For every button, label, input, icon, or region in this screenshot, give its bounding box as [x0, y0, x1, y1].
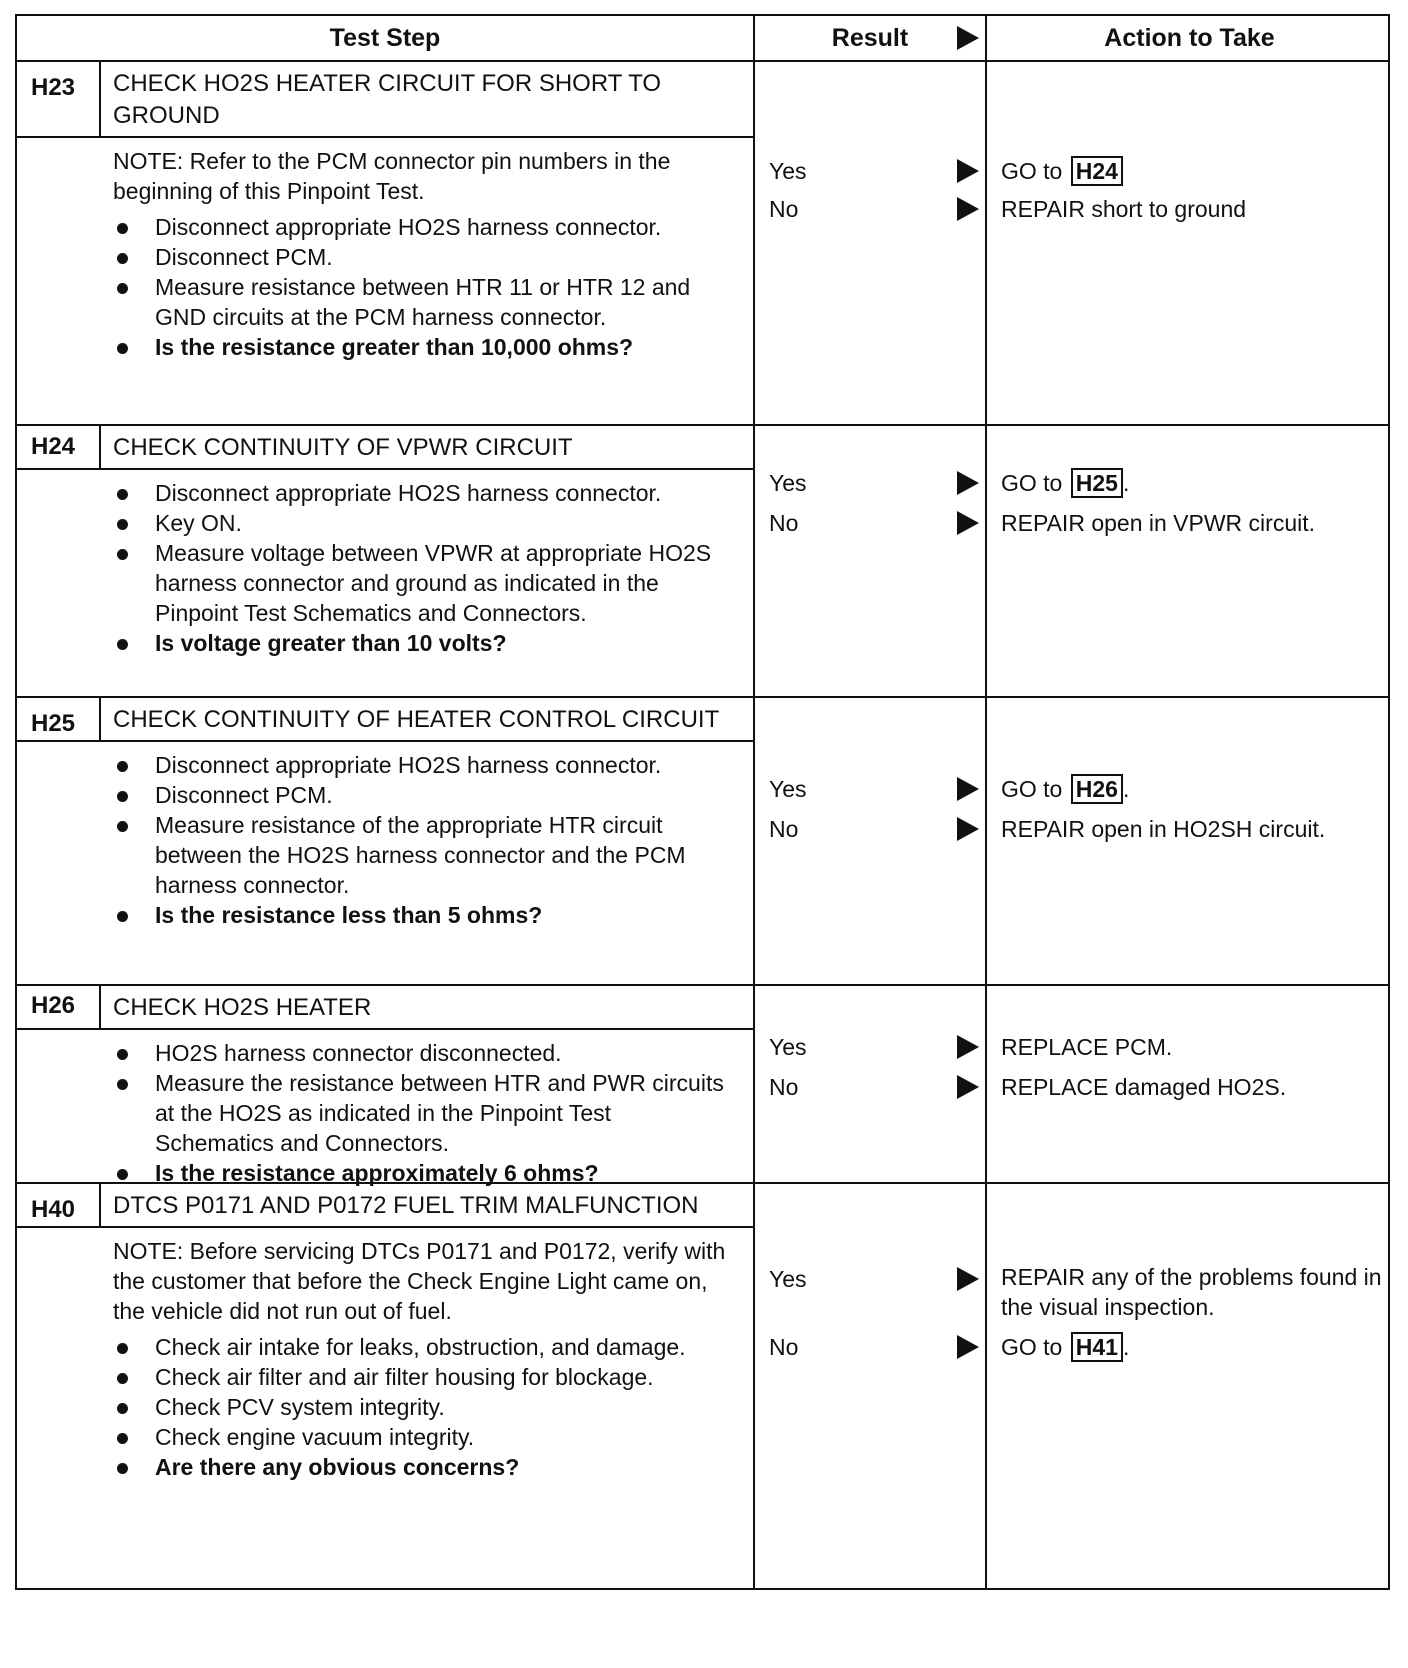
- step-body: [17, 138, 753, 368]
- header-result-cell: [753, 16, 985, 60]
- test-step-cell: [17, 1184, 753, 1588]
- bullet-icon: [113, 1422, 155, 1452]
- action-no: GO to H41 .: [1001, 1334, 1130, 1360]
- step-row-h40: [15, 1182, 1390, 1590]
- bullet-icon: [113, 1038, 155, 1068]
- step-heading: [17, 1184, 753, 1228]
- action-no: REPAIR open in HO2SH circuit.: [1001, 816, 1326, 842]
- result-no: No: [769, 506, 979, 540]
- step-reference-link[interactable]: H24: [1071, 156, 1123, 186]
- action-yes: REPAIR any of the problems found in the visual inspection.: [1001, 1264, 1382, 1320]
- step-bullet: Check engine vacuum integrity.: [113, 1422, 733, 1452]
- step-bullet: Disconnect PCM.: [113, 780, 733, 810]
- step-bullet: Disconnect appropriate HO2S harness connector.: [113, 212, 733, 242]
- step-question: Are there any obvious concerns?: [113, 1452, 733, 1482]
- result-no: No: [769, 192, 979, 226]
- header-test-step: Test Step: [329, 23, 441, 52]
- bullet-icon: [113, 1392, 155, 1422]
- action-cell: [985, 426, 1392, 696]
- step-note: NOTE: Refer to the PCM connector pin numbers in the beginning of this Pinpoint Test.: [113, 148, 671, 204]
- result-cell: [753, 1184, 985, 1588]
- step-body: [17, 1030, 753, 1194]
- result-yes: Yes: [769, 1262, 979, 1296]
- arrow-right-icon: [957, 511, 979, 535]
- step-bullet: Disconnect appropriate HO2S harness connector.: [113, 478, 733, 508]
- header-action: Action to Take: [985, 16, 1392, 60]
- arrow-right-icon: [957, 471, 979, 495]
- bullet-icon: [113, 478, 155, 508]
- step-question: Is the resistance less than 5 ohms?: [113, 900, 733, 930]
- step-question: Is voltage greater than 10 volts?: [113, 628, 733, 658]
- step-reference-link[interactable]: H41: [1071, 1332, 1123, 1362]
- action-yes: REPLACE PCM.: [1001, 1034, 1173, 1060]
- step-row-h24: [15, 424, 1390, 696]
- action-yes: GO to H24: [1001, 156, 1382, 186]
- bullet-icon: [113, 900, 155, 930]
- step-bullet: HO2S harness connector disconnected.: [113, 1038, 733, 1068]
- bullet-icon: [113, 538, 155, 628]
- header-result: Result: [831, 23, 909, 52]
- action-cell: [985, 1184, 1392, 1588]
- step-bullet: Disconnect PCM.: [113, 242, 733, 272]
- arrow-right-icon: [957, 817, 979, 841]
- arrow-right-icon: [957, 777, 979, 801]
- bullet-icon: [113, 780, 155, 810]
- step-id: H26: [17, 986, 101, 1028]
- action-cell: [985, 698, 1392, 984]
- bullet-icon: [113, 212, 155, 242]
- step-bullet: Disconnect appropriate HO2S harness connector.: [113, 750, 733, 780]
- step-row-h25: [15, 696, 1390, 984]
- step-note: NOTE: Before servicing DTCs P0171 and P0172, verify with the customer that before the Check Engine Light came on, the vehicle did not run out of fuel.: [113, 1238, 726, 1324]
- step-body: [17, 1228, 753, 1488]
- bullet-icon: [113, 1362, 155, 1392]
- step-reference-link[interactable]: H25: [1071, 468, 1123, 498]
- step-heading: [17, 62, 753, 138]
- step-heading: [17, 698, 753, 742]
- action-no: REPAIR short to ground: [1001, 196, 1247, 222]
- action-cell: [985, 62, 1392, 424]
- test-step-cell: [17, 986, 753, 1194]
- step-heading: [17, 986, 753, 1030]
- result-no: No: [769, 1070, 979, 1104]
- step-bullet: Measure the resistance between HTR and PWR circuits at the HO2S as indicated in the Pinpoint Test Schematics and Connectors.: [113, 1068, 733, 1158]
- bullet-icon: [113, 1158, 155, 1188]
- pinpoint-test-table: [15, 14, 1390, 1590]
- arrow-right-icon: [957, 1035, 979, 1059]
- step-question: Is the resistance approximately 6 ohms?: [113, 1158, 733, 1188]
- step-title: CHECK CONTINUITY OF VPWR CIRCUIT: [113, 434, 573, 461]
- bullet-icon: [113, 508, 155, 538]
- step-id: H24: [17, 426, 101, 468]
- result-no: No: [769, 812, 979, 846]
- step-id: H25: [17, 698, 101, 740]
- arrow-right-icon: [957, 159, 979, 183]
- table-header: [15, 14, 1390, 60]
- step-id: H23: [17, 62, 101, 136]
- step-body: [17, 470, 753, 664]
- step-title: CHECK HO2S HEATER: [113, 994, 372, 1021]
- bullet-icon: [113, 332, 155, 362]
- step-bullet: Measure resistance between HTR 11 or HTR 12 and GND circuits at the PCM harness connector.: [113, 272, 733, 332]
- step-body: [17, 742, 753, 936]
- step-row-h23: [15, 60, 1390, 424]
- step-title: CHECK HO2S HEATER CIRCUIT FOR SHORT TO GROUND: [113, 70, 662, 129]
- bullet-icon: [113, 1068, 155, 1158]
- result-yes: Yes: [769, 1030, 979, 1064]
- step-bullet: Key ON.: [113, 508, 733, 538]
- step-bullet: Check air intake for leaks, obstruction, and damage.: [113, 1332, 733, 1362]
- bullet-icon: [113, 628, 155, 658]
- step-row-h26: [15, 984, 1390, 1186]
- step-question: Is the resistance greater than 10,000 ohms?: [113, 332, 733, 362]
- step-title: DTCS P0171 AND P0172 FUEL TRIM MALFUNCTION: [113, 1192, 699, 1219]
- bullet-icon: [113, 272, 155, 332]
- step-bullet: Check air filter and air filter housing for blockage.: [113, 1362, 733, 1392]
- test-step-cell: [17, 698, 753, 984]
- step-heading: [17, 426, 753, 470]
- bullet-icon: [113, 750, 155, 780]
- bullet-icon: [113, 1332, 155, 1362]
- action-no: REPAIR open in VPWR circuit.: [1001, 510, 1316, 536]
- result-cell: [753, 698, 985, 984]
- bullet-icon: [113, 810, 155, 900]
- bullet-icon: [113, 1452, 155, 1482]
- result-yes: Yes: [769, 154, 979, 188]
- step-title: CHECK CONTINUITY OF HEATER CONTROL CIRCUIT: [113, 706, 720, 733]
- arrow-right-icon: [957, 1267, 979, 1291]
- step-reference-link[interactable]: H26: [1071, 774, 1123, 804]
- result-yes: Yes: [769, 772, 979, 806]
- result-cell: [753, 986, 985, 1194]
- arrow-right-icon: [957, 26, 979, 50]
- action-yes: GO to H25 .: [1001, 470, 1130, 496]
- step-bullet: Check PCV system integrity.: [113, 1392, 733, 1422]
- action-no: REPLACE damaged HO2S.: [1001, 1074, 1287, 1100]
- step-bullet: Measure resistance of the appropriate HTR circuit between the HO2S harness connector and the PCM harness connector.: [113, 810, 733, 900]
- result-yes: Yes: [769, 466, 979, 500]
- test-step-cell: [17, 426, 753, 696]
- action-cell: [985, 986, 1392, 1194]
- bullet-icon: [113, 242, 155, 272]
- step-bullet: Measure voltage between VPWR at appropriate HO2S harness connector and ground as indicated in the Pinpoint Test Schematics and Connectors.: [113, 538, 733, 628]
- test-step-cell: [17, 62, 753, 424]
- step-id: H40: [17, 1184, 101, 1226]
- arrow-right-icon: [957, 1335, 979, 1359]
- action-yes: GO to H26 .: [1001, 776, 1130, 802]
- arrow-right-icon: [957, 197, 979, 221]
- arrow-right-icon: [957, 1075, 979, 1099]
- result-no: No: [769, 1330, 979, 1364]
- result-cell: [753, 426, 985, 696]
- result-cell: [753, 62, 985, 424]
